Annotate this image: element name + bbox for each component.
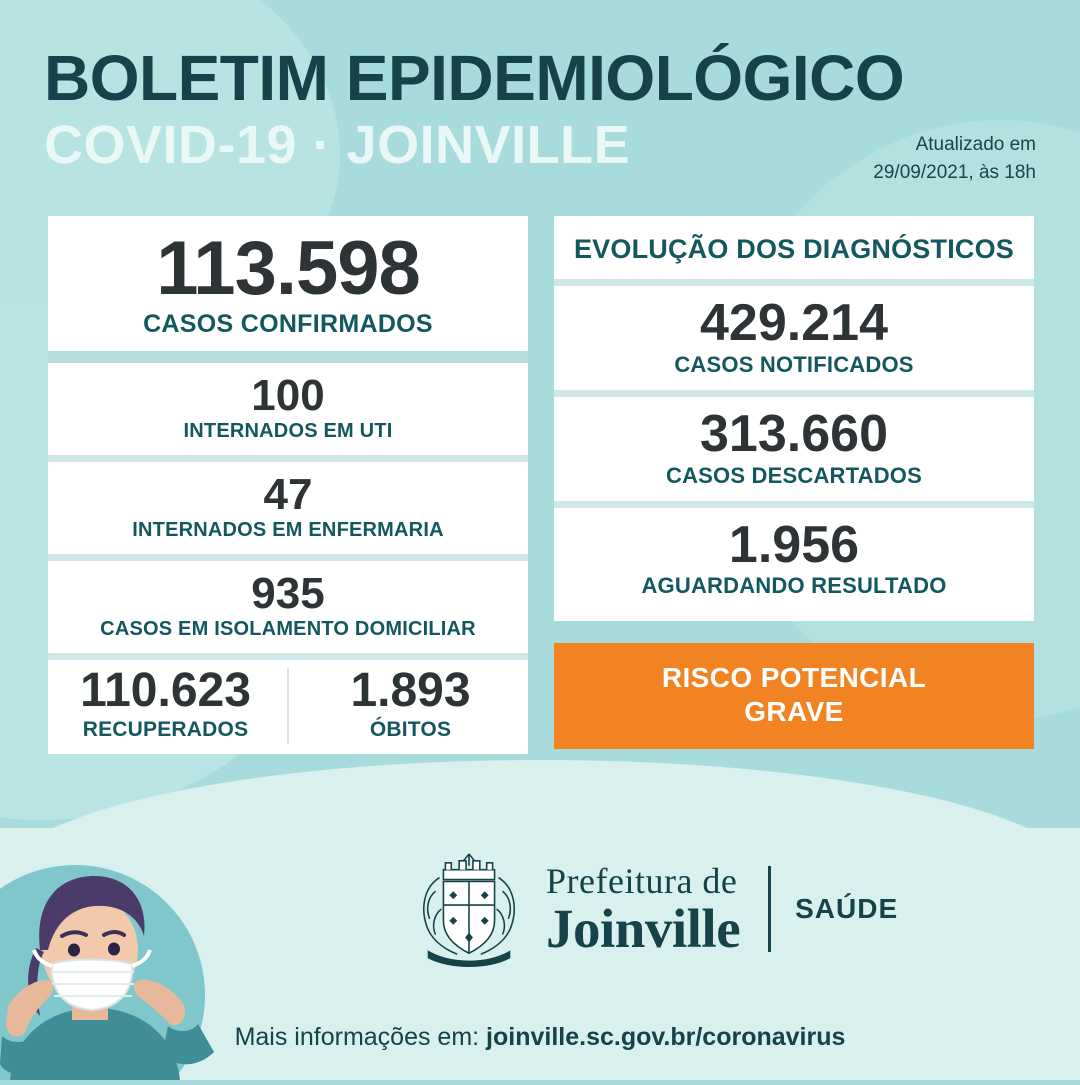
stat-value: 429.214 (700, 294, 888, 353)
main-content (0, 186, 1080, 753)
stat-awaiting-result (554, 510, 1034, 610)
masked-woman-illustration (0, 830, 235, 1080)
stat-confirmed-cases (48, 222, 528, 349)
diagnostics-evolution-panel (554, 216, 1034, 621)
stat-value: 110.623 (80, 664, 251, 718)
website-url[interactable]: joinville.sc.gov.br/coronavirus (486, 1023, 846, 1051)
panel-divider (554, 501, 1034, 508)
updated-datetime: 29/09/2021, às 18h (873, 161, 1036, 183)
brand-city: Joinville (546, 897, 741, 959)
stat-value: 1.893 (350, 664, 471, 718)
stat-label: INTERNADOS EM UTI (183, 420, 393, 443)
risk-line-2: GRAVE (744, 696, 844, 728)
left-column (48, 216, 528, 753)
stat-value: 100 (251, 370, 325, 420)
header (0, 0, 1080, 186)
stat-label: CASOS CONFIRMADOS (143, 309, 433, 338)
updated-label: Atualizado em (915, 134, 1036, 156)
page-subtitle: COVID-19 · JOINVILLE (44, 115, 631, 176)
brand-lockup (410, 848, 898, 970)
page-title: BOLETIM EPIDEMIOLÓGICO (44, 42, 905, 114)
panel-divider (554, 279, 1034, 286)
panel-divider (48, 554, 528, 561)
stat-label: CASOS DESCARTADOS (665, 462, 922, 488)
stat-label: INTERNADOS EM ENFERMARIA (132, 519, 444, 542)
stat-recovered (48, 662, 283, 753)
stat-label: AGUARDANDO RESULTADO (641, 573, 947, 599)
stat-value: 935 (251, 569, 325, 619)
stat-label: ÓBITOS (369, 717, 452, 741)
risk-line-1: RISCO POTENCIAL (661, 662, 927, 694)
stat-deaths (293, 662, 528, 753)
stat-value: 113.598 (156, 226, 420, 312)
risk-level-banner (554, 643, 1034, 749)
right-column (554, 216, 1034, 753)
stat-label: CASOS NOTIFICADOS (674, 351, 914, 377)
stat-discarded-cases (554, 399, 1034, 499)
stat-icu-admissions (48, 365, 528, 453)
department-label: SAÚDE (795, 893, 899, 924)
stat-home-isolation (48, 563, 528, 651)
diagnostics-panel-title: EVOLUÇÃO DOS DIAGNÓSTICOS (573, 234, 1015, 265)
more-info-prefix: Mais informações em: (234, 1023, 487, 1051)
subtitle-row (44, 117, 1040, 186)
brand-text (546, 860, 741, 959)
stat-value: 47 (263, 470, 313, 520)
coat-of-arms-icon (410, 848, 528, 970)
stat-value: 313.660 (700, 404, 888, 463)
brand-prefix: Prefeitura de (546, 860, 738, 901)
recovered-deaths-row (48, 662, 528, 753)
stat-notified-cases (554, 288, 1034, 388)
panel-divider (554, 390, 1034, 397)
brand-separator (768, 866, 771, 952)
confirmed-cases-panel (48, 216, 528, 753)
stat-label: RECUPERADOS (82, 717, 249, 741)
updated-timestamp (873, 117, 1040, 186)
panel-divider (48, 455, 528, 462)
stat-label: CASOS EM ISOLAMENTO DOMICILIAR (100, 618, 476, 641)
stat-value: 1.956 (728, 515, 860, 574)
panel-divider (48, 351, 528, 363)
panel-divider (48, 653, 528, 660)
stat-ward-admissions (48, 464, 528, 552)
vertical-divider (283, 662, 293, 753)
